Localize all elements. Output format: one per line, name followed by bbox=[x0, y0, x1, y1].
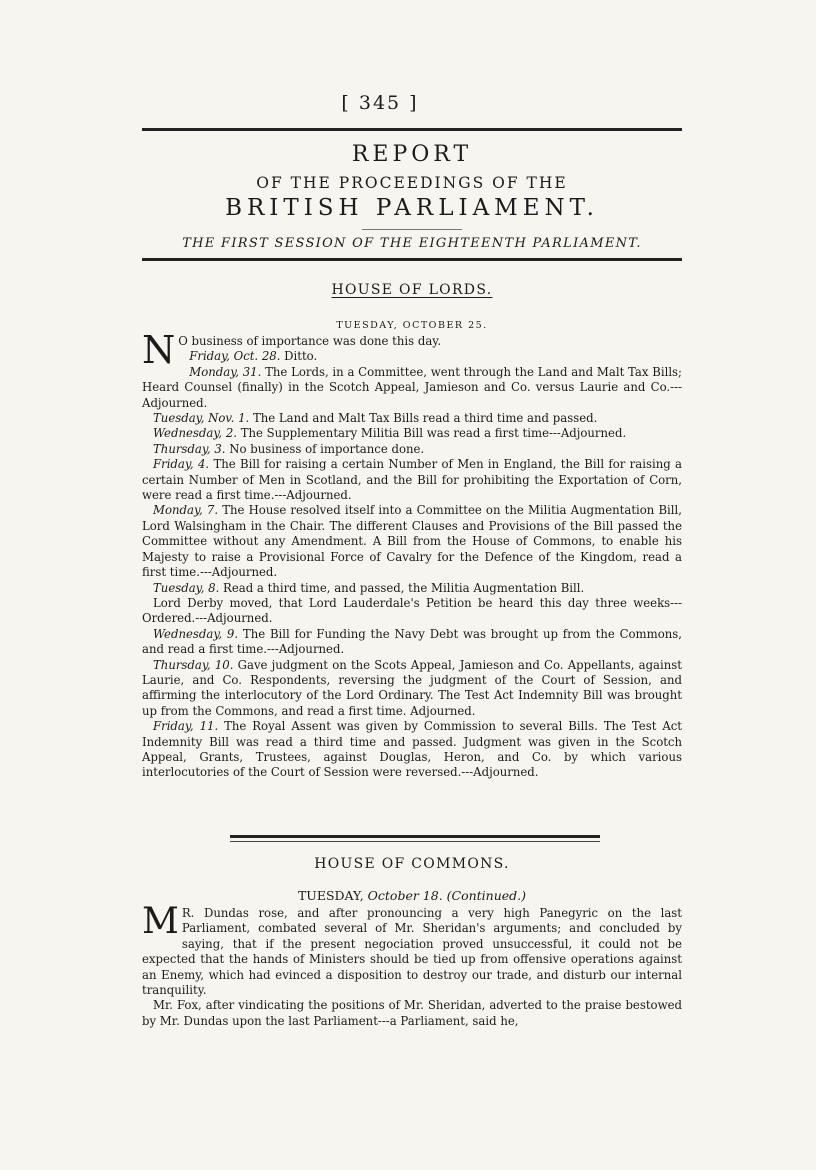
commons-date: TUESDAY, October 18. (Continued.) bbox=[297, 888, 527, 903]
lords-heading: HOUSE OF LORDS. bbox=[331, 282, 493, 298]
drop-cap: N bbox=[142, 328, 176, 372]
commons-paragraph: Mr. Fox, after vindicating the positions of Mr. Sheridan, adverted to the praise bestowed by Mr. Dundas upon the last Parliament---a Parliament, said he, bbox=[142, 998, 682, 1028]
report-heading: REPORT bbox=[351, 142, 473, 167]
lords-entry: Tuesday, 8. Read a third time, and passed, the Militia Augmentation Bill. bbox=[153, 580, 585, 595]
session-heading: THE FIRST SESSION OF THE EIGHTEENTH PARLIAMENT. bbox=[182, 236, 642, 251]
lords-entry: Wednesday, 2. The Supplementary Militia Bill was read a first time---Adjourned. bbox=[153, 426, 627, 441]
parliament-heading: BRITISH PARLIAMENT. bbox=[225, 195, 599, 221]
header-rule-bottom bbox=[142, 258, 682, 261]
lords-entry: Monday, 7. The House resolved itself into a Committee on the Militia Augmentation Bill, Lord Walsingham in the Chair. The different Clauses and Provisions of the Bill passed the Committee without any Amendment. A Bill from the House of Commons, to enable his Majesty to raise a Provisional Force of Cavalry for the Defence of the Kingdom, read a first time.---Adjourned. bbox=[142, 503, 682, 580]
commons-body bbox=[142, 901, 682, 1029]
lords-first-paragraph: N O business of importance was done this day. bbox=[142, 328, 442, 372]
drop-cap: M bbox=[142, 901, 179, 942]
lords-entry: Thursday, 10. Gave judgment on the Scots Appeal, Jamieson and Co. Appellants, against Laurie, and Co. Respondents, reversing the judgment of the Court of Session, and affirming the interlocutory of the Lord Ordinary. The Test Act Indemnity Bill was brought up from the Commons, and read a first time. Adjourned. bbox=[142, 657, 682, 718]
commons-heading: HOUSE OF COMMONS. bbox=[314, 856, 510, 872]
lords-entry: Friday, Oct. 28. Ditto. bbox=[189, 349, 318, 364]
lords-entry: Lord Derby moved, that Lord Lauderdale's Petition be heard this day three weeks---Ordered.---Adjourned. bbox=[142, 595, 682, 626]
short-divider bbox=[362, 229, 462, 230]
lords-entry: Wednesday, 9. The Bill for Funding the Navy Debt was brought up from the Commons, and read a first time.---Adjourned. bbox=[142, 626, 682, 657]
lords-entry: Monday, 31. The Lords, in a Committee, went through the Land and Malt Tax Bills; Heard Counsel (finally) in the Scotch Appeal, Jamieson and Co. versus Laurie and Co.---Adjourned. bbox=[142, 364, 682, 410]
proceedings-heading: OF THE PROCEEDINGS OF THE bbox=[256, 174, 568, 192]
lords-entry: Tuesday, Nov. 1. The Land and Malt Tax Bills read a third time and passed. bbox=[153, 411, 598, 426]
page-number: [ 345 ] bbox=[341, 92, 419, 114]
lords-entry: Friday, 4. The Bill for raising a certain Number of Men in England, the Bill for raising a certain Number of Men in Scotland, and the Bill for prohibiting the Exportation of Corn, were read a first time.---Adjourned. bbox=[142, 457, 682, 503]
lords-entry: Thursday, 3. No business of importance done. bbox=[153, 441, 425, 456]
section-rule bbox=[230, 835, 600, 838]
section-rule-thin bbox=[230, 841, 600, 842]
lords-date: TUESDAY, OCTOBER 25. bbox=[336, 320, 488, 331]
lords-body bbox=[142, 328, 683, 781]
commons-first-paragraph: M R. Dundas rose, and after pronouncing a very high Panegyric on the last Parliament, combated several of Mr. Sheridan's arguments; and concluded by saying, that if the present negociation proved unsuccessful, it could not be expected that the hands of Ministers should be tied up from offensive operations against an Enemy, which had evinced a disposition to destroy our trade, and disturb our internal tranquility. bbox=[142, 901, 682, 998]
lords-entry: Friday, 11. The Royal Assent was given by Commission to several Bills. The Test Act Indemnity Bill was read a third time and passed. Judgment was given in the Scotch Appeal, Grants, Trustees, against Douglas, Heron, and Co. by which various interlocutories of the Court of Session were reversed.---Adjourned. bbox=[142, 719, 683, 780]
header-rule-top bbox=[142, 128, 682, 131]
